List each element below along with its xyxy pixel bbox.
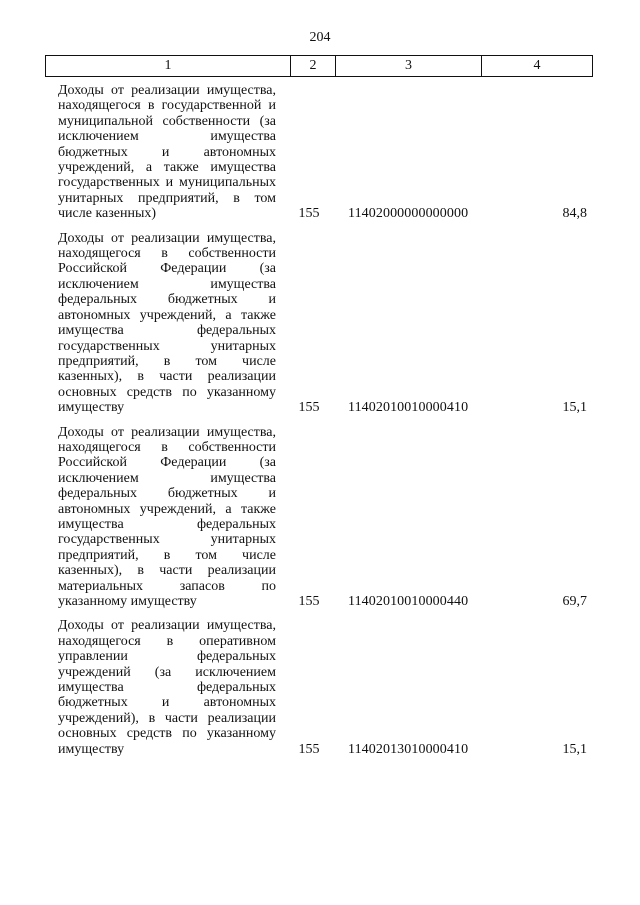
table-column-header bbox=[45, 55, 593, 77]
row-budget-code: 11402000000000000 bbox=[348, 206, 469, 222]
page-number: 204 bbox=[309, 30, 331, 45]
table-row bbox=[45, 231, 593, 416]
row-amount: 84,8 bbox=[562, 206, 587, 222]
row-description: Доходы от реализации имущества, находящегося в собственности Российской Федерации (за исключением имущества федеральных бюджетных и автономных учреждений, а также имущества федеральных государственных унитарных предприятий, в том числе казенных), в части реализации основных средств по указанному имуществу bbox=[58, 230, 276, 416]
table-row bbox=[45, 83, 593, 222]
row-description: Доходы от реализации имущества, находящегося в оперативном управлении федеральных учреждений (за исключением имущества федеральных бюджетных и автономных учреждений), в части реализации основных средств по указанному имуществу bbox=[58, 618, 276, 757]
row-budget-code: 11402010010000440 bbox=[348, 594, 469, 609]
row-amount: 69,7 bbox=[562, 594, 587, 609]
column-header-4: 4 bbox=[533, 58, 541, 73]
row-budget-code: 11402013010000410 bbox=[348, 741, 469, 757]
table-body bbox=[45, 83, 593, 766]
row-description: Доходы от реализации имущества, находящегося в собственности Российской Федерации (за исключением имущества федеральных бюджетных и автономных учреждений, а также имущества федеральных государственных унитарных предприятий, в том числе казенных), в части реализации материальных запасов по указанному имуществу bbox=[58, 424, 276, 609]
column-header-1: 1 bbox=[46, 56, 291, 76]
row-budget-code: 11402010010000410 bbox=[348, 400, 469, 416]
column-header-3: 3 bbox=[336, 56, 482, 76]
row-admin-code: 155 bbox=[298, 400, 320, 416]
row-description: Доходы от реализации имущества, находящегося в государственной и муниципальной собственности (за исключением имущества бюджетных и автономных учреждений, а также имущества государственных и муниципальных унитарных предприятий, в том числе казенных) bbox=[58, 83, 276, 222]
table-row bbox=[45, 618, 593, 757]
row-admin-code: 155 bbox=[298, 741, 320, 757]
row-amount: 15,1 bbox=[562, 741, 587, 757]
row-amount: 15,1 bbox=[562, 400, 587, 416]
table-row bbox=[45, 425, 593, 610]
column-header-2: 2 bbox=[291, 56, 336, 76]
row-admin-code: 155 bbox=[298, 206, 320, 222]
row-admin-code: 155 bbox=[298, 594, 320, 609]
